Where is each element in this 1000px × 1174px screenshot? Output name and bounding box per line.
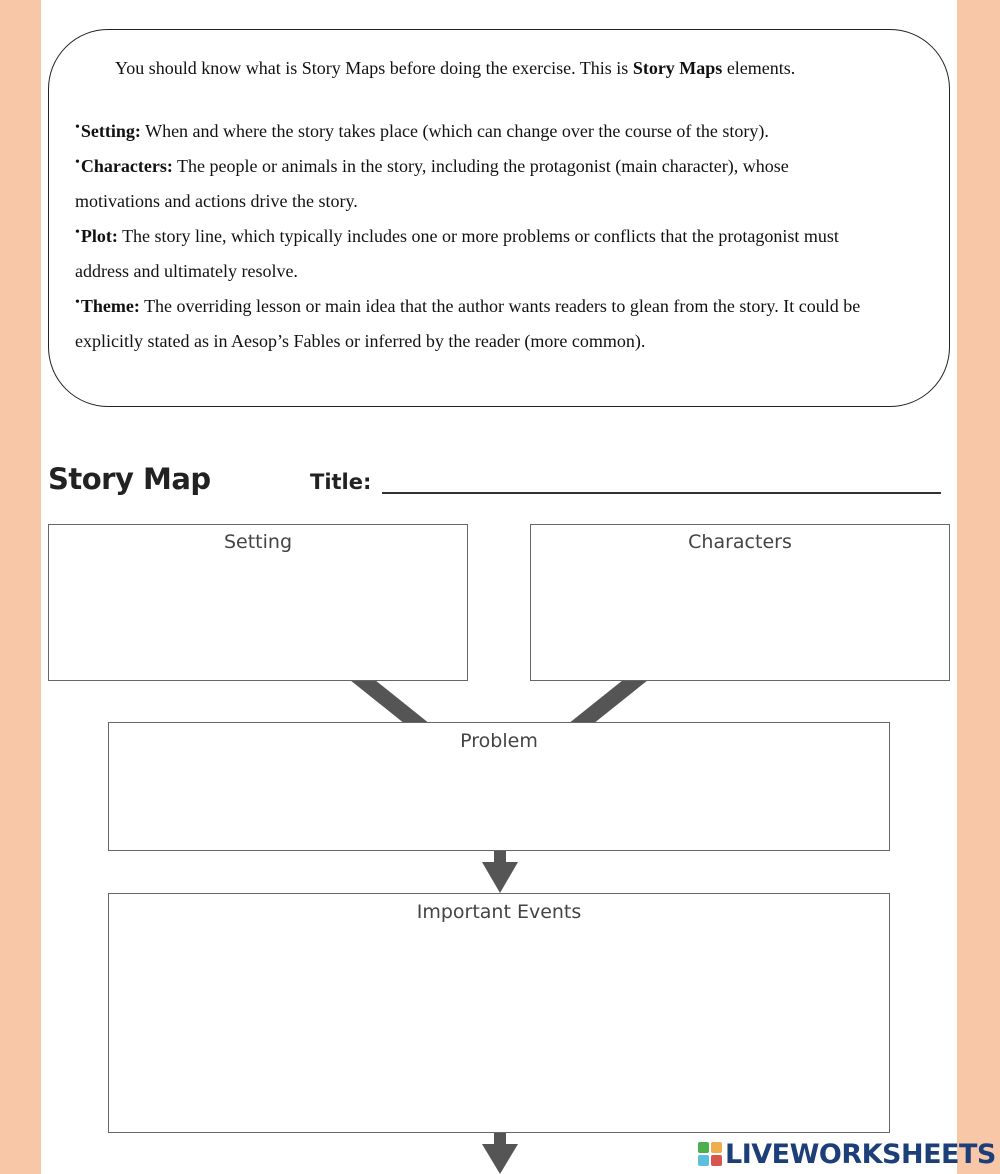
bullet: • [75, 225, 80, 240]
story-map-heading: Story Map [48, 462, 211, 496]
intro-text-end: elements. [722, 58, 796, 78]
problem-arrow-head [482, 862, 518, 893]
problem-label: Problem [460, 730, 538, 752]
plot-definition-cont: address and ultimately resolve. [75, 261, 298, 281]
characters-term: Characters: [80, 156, 173, 176]
logo-square [711, 1155, 722, 1166]
theme-definition-cont: explicitly stated as in Aesop’s Fables or inferred by the reader (more common). [75, 331, 646, 351]
theme-term: Theme: [80, 296, 140, 316]
setting-text: When and where the story takes place (which can change over the course of the story). [140, 121, 769, 141]
intro-text: You should know what is Story Maps before doing the exercise. This is [115, 58, 633, 78]
theme-text: The overriding lesson or main idea that the author wants readers to glean from the story. It could be [139, 296, 861, 316]
setting-connector [350, 680, 430, 724]
liveworksheets-brand [698, 1138, 996, 1170]
plot-term: Plot: [80, 226, 118, 246]
characters-connector [568, 680, 648, 724]
setting-box[interactable] [48, 524, 468, 681]
events-arrow-head [482, 1144, 518, 1174]
brand-wordmark: LIVEWORKSHEETS [725, 1138, 996, 1170]
characters-definition-cont: motivations and actions drive the story. [75, 191, 358, 211]
bullet: • [75, 155, 80, 170]
plot-text: The story line, which typically includes one or more problems or conflicts that the protagonist must [117, 226, 839, 246]
intro-bold-term: Story Maps [632, 58, 723, 78]
liveworksheets-logo-icon [698, 1142, 722, 1166]
logo-square [698, 1155, 709, 1166]
logo-square [698, 1142, 709, 1153]
characters-text: The people or animals in the story, including the protagonist (main character), whose [172, 156, 789, 176]
characters-box[interactable] [530, 524, 950, 681]
problem-box[interactable] [108, 722, 890, 851]
bullet: • [75, 120, 80, 135]
characters-label: Characters [688, 531, 792, 553]
title-label: Title: [310, 470, 372, 494]
logo-square [711, 1142, 722, 1153]
important-events-label: Important Events [416, 901, 582, 923]
setting-label: Setting [223, 531, 293, 553]
bullet: • [75, 295, 80, 310]
important-events-box[interactable] [108, 893, 890, 1133]
setting-term: Setting: [80, 121, 141, 141]
